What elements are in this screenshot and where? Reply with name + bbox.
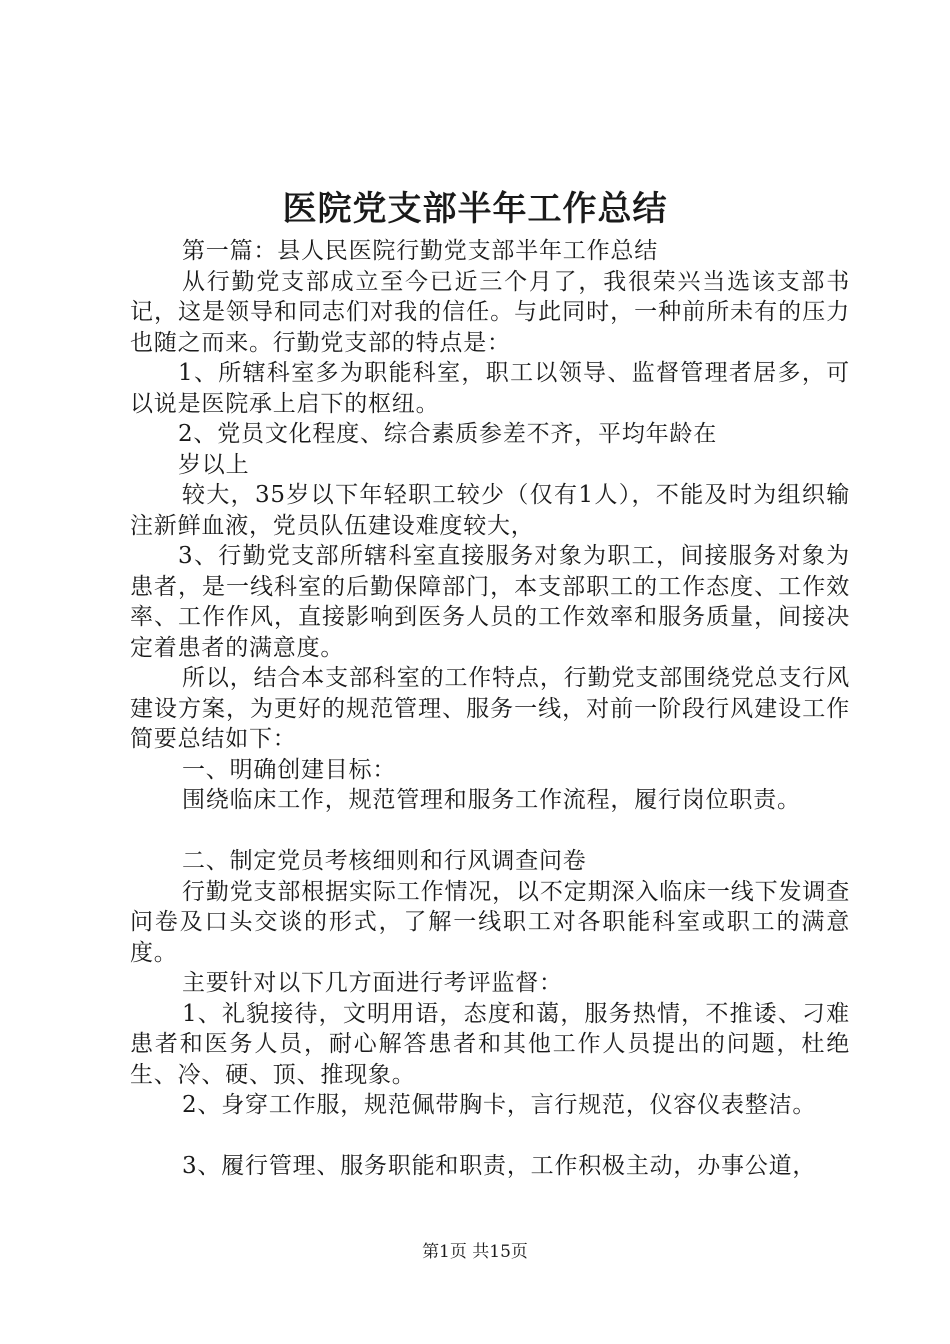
paragraph-section-heading: 第一篇：县人民医院行勤党支部半年工作总结 bbox=[182, 238, 658, 264]
document-body bbox=[130, 236, 850, 1182]
heading-goal: 一、明确创建目标： bbox=[182, 756, 397, 783]
paragraph-eval-1: 1、礼貌接待，文明用语，态度和蔼，服务热情，不推诿、刁难患者和医务人员，耐心解答患者和其他工作人员提出的问题，杜绝生、冷、硬、顶、推现象。 bbox=[130, 1000, 850, 1088]
paragraph-eval-2: 2、身穿工作服，规范佩带胸卡，言行规范，仪容仪表整洁。 bbox=[182, 1092, 817, 1118]
paragraph-point-3: 3、行勤党支部所辖科室直接服务对象为职工，间接服务对象为患者，是一线科室的后勤保障部门，本支部职工的工作态度、工作效率、工作作风，直接影响到医务人员的工作效率和服务质量，间接决定着患者的满意度。 bbox=[130, 543, 850, 661]
paragraph-survey: 行勤党支部根据实际工作情况，以不定期深入临床一线下发调查问卷及口头交谈的形式，了解一线职工对各职能科室或职工的满意度。 bbox=[130, 878, 850, 966]
paragraph-gap bbox=[130, 816, 850, 847]
paragraph-point-1: 1、所辖科室多为职能科室，职工以领导、监督管理者居多，可以说是医院承上启下的枢纽。 bbox=[130, 360, 850, 417]
paragraph-gap bbox=[130, 1121, 850, 1152]
document-title: 医院党支部半年工作总结 bbox=[282, 189, 668, 229]
page-number: 第1页 共15页 bbox=[422, 1242, 528, 1262]
paragraph-intro: 从行勤党支部成立至今已近三个月了，我很荣兴当选该支部书记，这是领导和同志们对我的信任。与此同时，一种前所未有的压力也随之而来。行勤党支部的特点是： bbox=[130, 268, 850, 356]
paragraph-point-2: 2、党员文化程度、综合素质参差不齐，平均年龄在 bbox=[178, 421, 718, 447]
heading-survey: 二、制定党员考核细则和行风调查问卷 bbox=[182, 848, 587, 874]
paragraph-goal: 围绕临床工作，规范管理和服务工作流程，履行岗位职责。 bbox=[182, 787, 801, 813]
paragraph-age-fragment: 岁以上 bbox=[178, 451, 250, 478]
paragraph-summary-intro: 所以，结合本支部科室的工作特点，行勤党支部围绕党总支行风建设方案，为更好的规范管理、服务一线，对前一阶段行风建设工作简要总结如下： bbox=[130, 665, 850, 752]
paragraph-evaluation-intro: 主要针对以下几方面进行考评监督： bbox=[182, 970, 563, 996]
paragraph-eval-3: 3、履行管理、服务职能和职责，工作积极主动，办事公道， bbox=[182, 1153, 817, 1179]
paragraph-young-staff: 较大，35岁以下年轻职工较少（仅有1人），不能及时为组织输注新鲜血液，党员队伍建设难度较大， bbox=[130, 482, 850, 539]
